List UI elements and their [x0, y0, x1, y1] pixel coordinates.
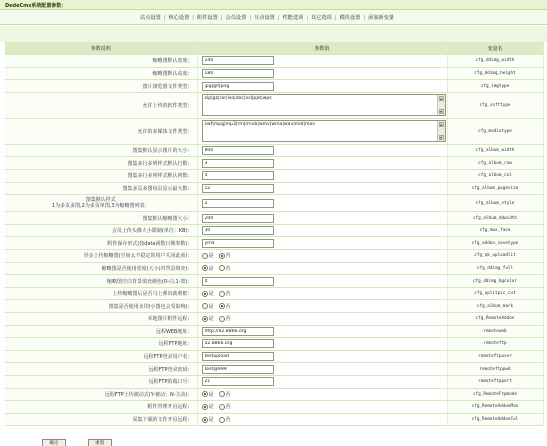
radio-label-no: 否	[225, 316, 231, 323]
radio-label-yes: 是	[208, 265, 214, 272]
row-variable-name: cfg_uplitpic_cut	[447, 287, 543, 300]
table-row	[5, 388, 543, 401]
row-value-cell	[197, 388, 447, 401]
table-row	[5, 350, 543, 363]
scrollbar[interactable]	[437, 121, 445, 141]
tab-separator: |	[277, 15, 280, 21]
table-row	[5, 313, 543, 326]
table-row	[5, 212, 543, 225]
row-variable-name: remoteftpuser	[447, 350, 543, 363]
radio-label-yes: 是	[208, 303, 214, 310]
row-label: 远程FTP登录密码：	[5, 363, 197, 376]
cfg_album_col-input[interactable]	[202, 171, 274, 180]
tab-item[interactable]: 性能选项	[282, 15, 304, 21]
table-header-row	[5, 42, 543, 55]
tab-item[interactable]: 模块设置	[339, 15, 361, 21]
row-variable-name: cfg_ddimg_bgcolor	[447, 275, 543, 288]
row-value-cell	[197, 313, 447, 326]
column-header-variable: 变量名	[447, 42, 543, 55]
row-label: 远程FTP地址：	[5, 338, 197, 351]
radio-label-no: 否	[225, 417, 231, 424]
table-row	[5, 55, 543, 68]
row-value-cell	[197, 250, 447, 263]
row-value-cell	[197, 80, 447, 93]
radio-label-no: 否	[225, 253, 231, 260]
radio-label-yes: 是	[208, 417, 214, 424]
table-row	[5, 144, 543, 157]
reset-button[interactable]: 重置	[88, 439, 112, 446]
table-row	[5, 224, 543, 237]
row-value-cell	[197, 157, 447, 170]
table-row	[5, 262, 543, 275]
row-variable-name: cfg_ddimg_width	[447, 55, 543, 68]
row-variable-name: remoteftpport	[447, 375, 543, 388]
row-value-cell	[197, 195, 447, 212]
row-label: 允许上传的软件类型：	[5, 92, 197, 118]
row-label: 本地图片附件远程：	[5, 313, 197, 326]
row-value-cell	[197, 338, 447, 351]
remoteftpport-input[interactable]	[202, 377, 274, 386]
row-variable-name: cfg_album_col	[447, 170, 543, 183]
spacer	[0, 26, 547, 42]
row-value-cell	[197, 363, 447, 376]
row-variable-name: cfg_max_face	[447, 224, 543, 237]
table-row	[5, 237, 543, 250]
row-value-cell	[197, 118, 447, 144]
remoteftpuser-input[interactable]	[202, 352, 274, 361]
table-row	[5, 195, 543, 212]
radio-yes[interactable]	[202, 404, 208, 410]
row-variable-name: cfg_RemoteAddonCol	[447, 413, 543, 426]
radio-no[interactable]	[219, 253, 225, 259]
row-value-cell	[197, 262, 447, 275]
config-rows	[5, 55, 543, 426]
row-label: 图集多页多图每页显示最大数：	[5, 182, 197, 195]
row-value-cell	[197, 55, 447, 68]
table-row	[5, 300, 543, 313]
table-row	[5, 80, 543, 93]
cfg_ddimg_bgcolor-input[interactable]	[202, 277, 274, 286]
row-value-cell	[197, 350, 447, 363]
tab-item[interactable]: 互动设置	[254, 15, 275, 21]
radio-no[interactable]	[219, 391, 225, 397]
radio-yes[interactable]	[202, 303, 208, 309]
table-row	[5, 157, 543, 170]
row-variable-name: cfg_album_ddwidth	[447, 212, 543, 225]
row-value-cell	[197, 375, 447, 388]
table-row	[5, 182, 543, 195]
row-label: 附件管理开启远程：	[5, 401, 197, 414]
row-value-cell	[197, 144, 447, 157]
cfg_album_width-input[interactable]	[202, 146, 274, 155]
row-label: 图片浏览器文件类型：	[5, 80, 197, 93]
tab-item[interactable]: 其它选项	[311, 15, 332, 21]
textarea-content: zip|gz|rar|iso|doc|xsl|ppt|wps	[204, 96, 272, 102]
textarea-content: swf|mpg|mp3|rm|rmvb|wmv|wma|wav|mid|mov	[204, 122, 315, 128]
radio-no[interactable]	[219, 404, 225, 410]
radio-label-no: 否	[225, 265, 231, 272]
row-variable-name: cfg_RemoteAddonMan	[447, 401, 543, 414]
column-header-value: 参数值	[197, 42, 447, 55]
row-label: 远程FTP上传被动式(Y-被动；N-主动)：	[5, 388, 197, 401]
tab-item[interactable]: 附件设置	[197, 15, 218, 21]
row-label: 图集多行多列样式默认行数：	[5, 157, 197, 170]
row-value-cell	[197, 92, 447, 118]
row-variable-name: cfg_mediatype	[447, 118, 543, 144]
radio-label-no: 否	[225, 404, 231, 411]
row-variable-name: cfg_qk_uploadlit	[447, 250, 543, 263]
row-variable-name: cfg_album_pagesize	[447, 182, 543, 195]
radio-no[interactable]	[219, 303, 225, 309]
radio-yes[interactable]	[202, 391, 208, 397]
row-variable-name: cfg_album_row	[447, 157, 543, 170]
cfg_album_ddwidth-input[interactable]	[202, 214, 274, 223]
radio-label-no: 否	[225, 391, 231, 398]
row-label: 缩略图默认宽度：	[5, 55, 197, 68]
row-value-cell	[197, 182, 447, 195]
row-label: 缩略图是否使用宽度(大小)对背景填充)：	[5, 262, 197, 275]
tab-item[interactable]: 核心设置	[168, 15, 190, 21]
radio-label-yes: 是	[208, 316, 214, 323]
page-title: DedeCms系统配置参数：	[5, 3, 67, 9]
tab-item[interactable]: 会员设置	[225, 15, 247, 21]
cfg_ddimg_height-input[interactable]	[202, 69, 274, 78]
tab-item[interactable]: 站点设置	[140, 15, 161, 21]
table-row	[5, 363, 543, 376]
cfg_max_face-input[interactable]	[202, 226, 274, 235]
tab-separator: |	[220, 15, 223, 21]
radio-label-yes: 是	[208, 291, 214, 298]
row-value-cell	[197, 67, 447, 80]
tab-separator: |	[249, 15, 252, 21]
row-label: 异步上传缩略图(空间太不稳定的用户关闭此项)：	[5, 250, 197, 263]
row-variable-name: cfg_album_mark	[447, 300, 543, 313]
remoteftp-input[interactable]	[202, 339, 274, 348]
row-label: 附件保存形式(按data函数日期参数)：	[5, 237, 197, 250]
cfg_mediatype-textarea[interactable]	[202, 120, 446, 142]
row-label: 上传缩略图后是否马上弹出裁剪框：	[5, 287, 197, 300]
row-variable-name: cfg_RemoteFtpmode	[447, 388, 543, 401]
column-header-description: 参数说明	[5, 42, 197, 55]
row-label: 图集默认缩略图大小：	[5, 212, 197, 225]
row-variable-name: cfg_album_width	[447, 144, 543, 157]
table-row	[5, 118, 543, 144]
table-row	[5, 67, 543, 80]
row-variable-name: cfg_softtype	[447, 92, 543, 118]
table-row	[5, 375, 543, 388]
row-value-cell	[197, 287, 447, 300]
row-label: 远程FTP登录用户名：	[5, 350, 197, 363]
cfg_softtype-textarea[interactable]	[202, 94, 446, 116]
row-variable-name: remoteftp	[447, 338, 543, 351]
row-label: 允许的多媒体文件类型：	[5, 118, 197, 144]
config-table	[5, 42, 544, 426]
row-value-cell	[197, 275, 447, 288]
row-value-cell	[197, 170, 447, 183]
tab-separator: |	[192, 15, 195, 21]
tab-item[interactable]: 添加新变量	[368, 15, 395, 21]
scroll-up-icon[interactable]	[439, 96, 444, 101]
radio-label-yes: 是	[208, 253, 214, 260]
row-variable-name: remoteftppwd	[447, 363, 543, 376]
table-row	[5, 325, 543, 338]
row-variable-name: cfg_album_style	[447, 195, 543, 212]
table-row	[5, 170, 543, 183]
table-row	[5, 92, 543, 118]
row-value-cell	[197, 237, 447, 250]
tab-separator: |	[306, 15, 309, 21]
radio-no[interactable]	[219, 316, 225, 322]
row-variable-name: cfg_addon_savetype	[447, 237, 543, 250]
cfg_album_row-input[interactable]	[202, 159, 274, 168]
row-value-cell	[197, 224, 447, 237]
row-label: 远程FTP的端口号：	[5, 375, 197, 388]
tab-separator: |	[334, 15, 337, 21]
row-label: 图集默认显示图片的大小：	[5, 144, 197, 157]
cfg_ddimg_width-input[interactable]	[202, 56, 274, 65]
radio-yes[interactable]	[202, 316, 208, 322]
radio-label-yes: 是	[208, 404, 214, 411]
cfg_album_pagesize-input[interactable]	[202, 184, 274, 193]
row-label: 图集默认样式 1为多页多图,2为多页单图,3为缩略图列表：	[5, 195, 197, 212]
scroll-down-icon[interactable]	[439, 135, 444, 140]
table-row	[5, 401, 543, 414]
table-row	[5, 275, 543, 288]
row-label: 远程WEB地址：	[5, 325, 197, 338]
tab-separator: |	[163, 15, 166, 21]
table-row	[5, 287, 543, 300]
row-variable-name: remoteweb	[447, 325, 543, 338]
cfg_addon_savetype-input[interactable]	[202, 239, 274, 248]
row-value-cell	[197, 413, 447, 426]
radio-yes[interactable]	[202, 417, 208, 423]
radio-yes[interactable]	[202, 291, 208, 297]
row-variable-name: cfg_imgtype	[447, 80, 543, 93]
remoteftppwd-input[interactable]	[202, 365, 274, 374]
row-value-cell	[197, 300, 447, 313]
radio-label-no: 否	[225, 291, 231, 298]
radio-yes[interactable]	[202, 253, 208, 259]
radio-no[interactable]	[219, 265, 225, 271]
table-row	[5, 413, 543, 426]
submit-button[interactable]: 确定	[42, 439, 66, 446]
row-label: 会员上传头像大小限制(单位：KB)：	[5, 224, 197, 237]
radio-label-no: 否	[225, 303, 231, 310]
row-label: 采集下载的文件开启远程：	[5, 413, 197, 426]
row-variable-name: cfg_ddimg_height	[447, 67, 543, 80]
row-label: 图集多行多列样式默认列数：	[5, 170, 197, 183]
radio-no[interactable]	[219, 291, 225, 297]
row-value-cell	[197, 212, 447, 225]
settings-tabs	[0, 10, 547, 25]
row-label: 缩略图默认高度：	[5, 67, 197, 80]
row-value-cell	[197, 325, 447, 338]
table-row	[5, 338, 543, 351]
remoteweb-input[interactable]	[202, 327, 274, 336]
scroll-up-icon[interactable]	[439, 122, 444, 127]
row-label: 缩略图空白背景填充颜色(0-白,1-黑)：	[5, 275, 197, 288]
row-label: 图集是否使用水印(小图也会受影响)：	[5, 300, 197, 313]
radio-label-yes: 是	[208, 391, 214, 398]
form-buttons	[42, 439, 132, 446]
page-header	[0, 0, 547, 10]
row-value-cell	[197, 401, 447, 414]
row-variable-name: cfg_RemoteAddon	[447, 313, 543, 326]
tab-separator: |	[363, 15, 366, 21]
scrollbar[interactable]	[437, 95, 445, 115]
scroll-down-icon[interactable]	[439, 109, 444, 114]
tab-list	[140, 14, 394, 21]
radio-yes[interactable]	[202, 265, 208, 271]
row-variable-name: cfg_ddimg_full	[447, 262, 543, 275]
cfg_imgtype-input[interactable]	[202, 82, 274, 91]
cfg_album_style-input[interactable]	[202, 199, 274, 208]
table-row	[5, 250, 543, 263]
radio-no[interactable]	[219, 417, 225, 423]
